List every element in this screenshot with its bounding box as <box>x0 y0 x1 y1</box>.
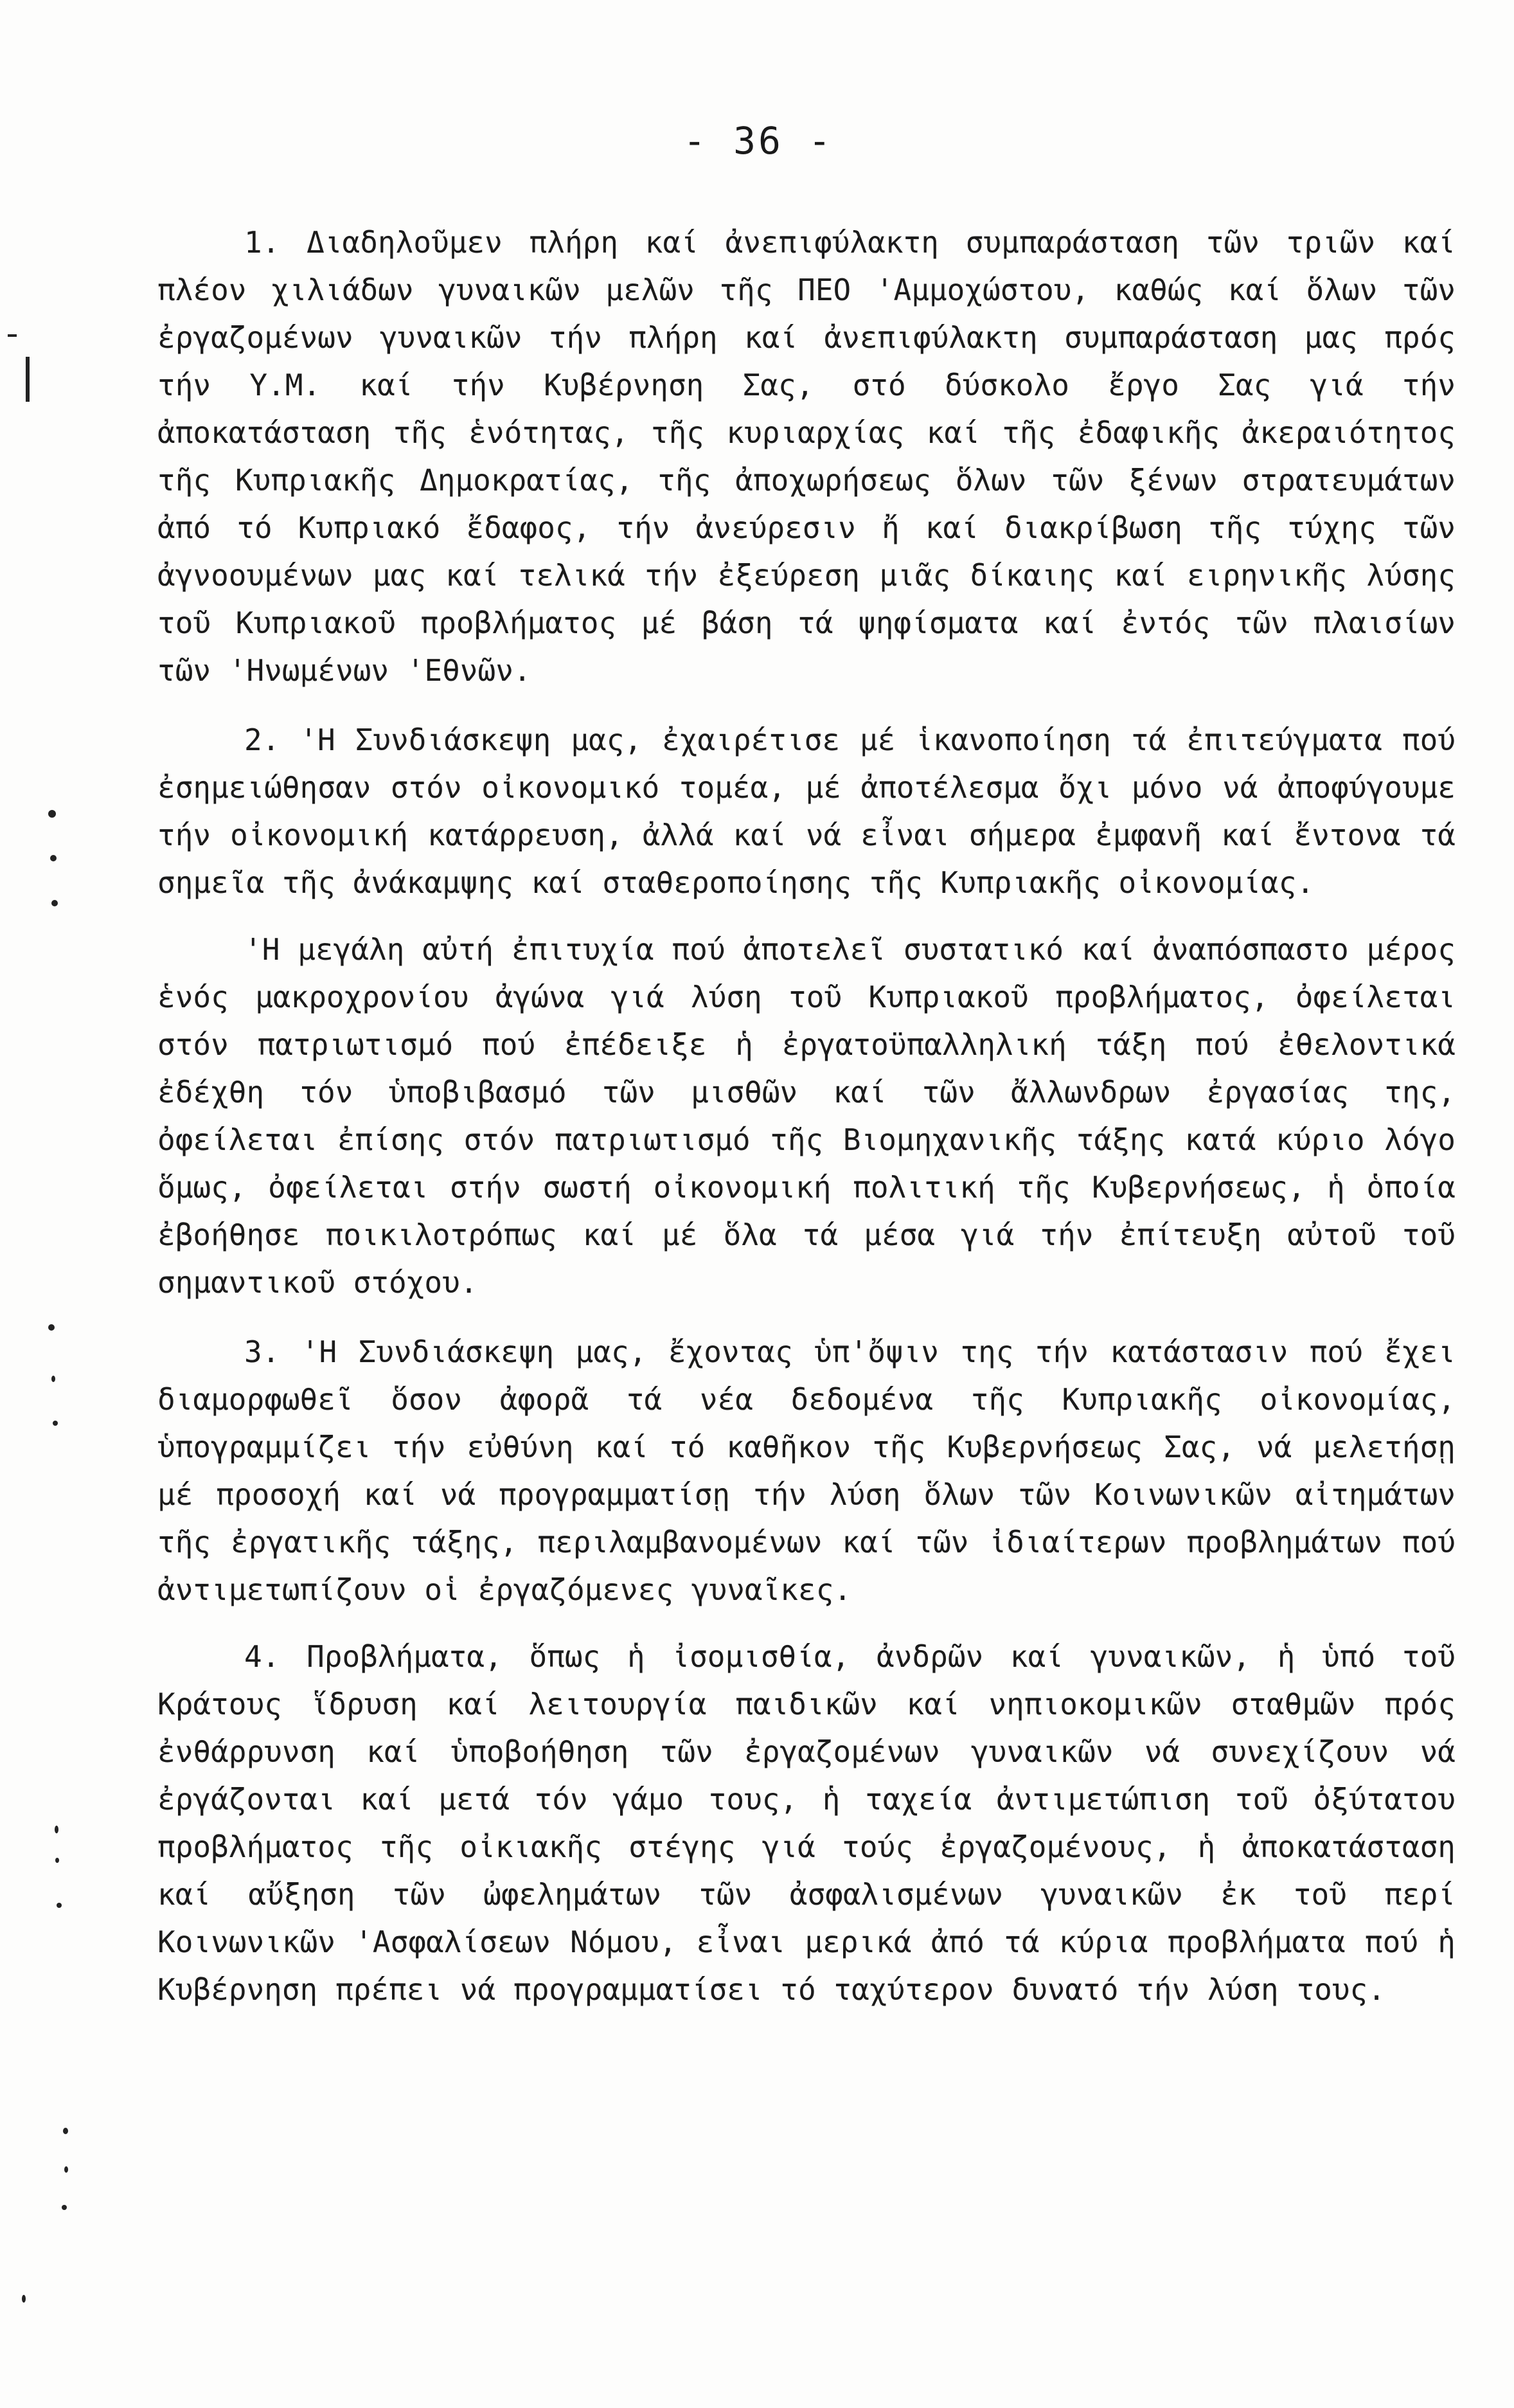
document-body <box>157 219 1456 2033</box>
margin-mark <box>22 2295 26 2303</box>
margin-mark <box>57 1903 62 1908</box>
margin-mark <box>55 1858 59 1863</box>
paragraph: 2. 'Η Συνδιάσκεψη μας, ἐχαιρέτισε μέ ἱκανοποίηση τά ἐπιτεύγματα πού ἐσημειώθησαν στόν οἰκονομικό τομέα, μέ ἀποτέλεσμα ὄχι μόνο νά ἀποφύγουμε τήν οἰκονομική κατάρρευση, ἀλλά καί νά εἶναι σήμερα ἐμφανῆ καί ἔντονα τά σημεῖα τῆς ἀνάκαμψης καί σταθεροποίησης τῆς Κυπριακῆς οἰκονομίας. <box>157 723 1456 900</box>
margin-mark <box>48 1324 55 1331</box>
margin-mark <box>55 1826 58 1833</box>
margin-mark <box>63 2128 68 2134</box>
margin-mark <box>26 357 30 402</box>
margin-mark <box>8 334 17 337</box>
paragraph: 3. 'Η Συνδιάσκεψη μας, ἔχοντας ὑπ'ὄψιν της τήν κατάστασιν πού ἔχει διαμορφωθεῖ ὅσον ἀφορᾶ τά νέα δεδομένα τῆς Κυπριακῆς οἰκονομίας, ὑπογραμμίζει τήν εὐθύνη καί τό καθῆκον τῆς Κυβερνήσεως Σας, νά μελετήσῃ μέ προσοχή καί νά προγραμματίσῃ τήν λύση ὅλων τῶν Κοινωνικῶν αἰτημάτων τῆς ἐργατικῆς τάξης, περιλαμβανομένων καί τῶν ἰδιαίτερων προβλημάτων πού ἀντιμετωπίζουν οἱ ἐργαζόμενες γυναῖκες. <box>157 1334 1456 1607</box>
margin-mark <box>51 1376 55 1382</box>
margin-mark <box>51 900 58 906</box>
margin-mark <box>62 2205 67 2210</box>
margin-mark <box>50 855 57 861</box>
paragraph: 'Η μεγάλη αὐτή ἐπιτυχία πού ἀποτελεῖ συστατικό καί ἀναπόσπαστο μέρος ἑνός μακροχρονίου ἀγώνα γιά λύση τοῦ Κυπριακοῦ προβλήματος, ὀφείλεται στόν πατριωτισμό πού ἐπέδειξε ἡ ἐργατοϋπαλληλική τάξη πού ἐθελοντικά ἐδέχθη τόν ὑποβιβασμό τῶν μισθῶν καί τῶν ἄλλωνδρων ἐργασίας της, ὀφείλεται ἐπίσης στόν πατριωτισμό τῆς Βιομηχανικῆς τάξης κατά κύριο λόγο ὅμως, ὀφείλεται στήν σωστή οἰκονομική πολιτική τῆς Κυβερνήσεως, ἡ ὁποία ἐβοήθησε ποικιλοτρόπως καί μέ ὅλα τά μέσα γιά τήν ἐπίτευξη αὐτοῦ τοῦ σημαντικοῦ στόχου. <box>157 932 1456 1300</box>
paragraph: 4. Προβλήματα, ὅπως ἡ ἰσομισθία, ἀνδρῶν καί γυναικῶν, ἡ ὑπό τοῦ Κράτους ἵδρυση καί λειτουργία παιδικῶν καί νηπιοκομικῶν σταθμῶν πρός ἐνθάρρυνση καί ὑποβοήθηση τῶν ἐργαζομένων γυναικῶν νά συνεχίζουν νά ἐργάζονται καί μετά τόν γάμο τους, ἡ ταχεία ἀντιμετώπιση τοῦ ὀξύτατου προβλήματος τῆς οἰκιακῆς στέγης γιά τούς ἐργαζομένους, ἡ ἀποκατάσταση καί αὔξηση τῶν ὠφελημάτων τῶν ἀσφαλισμένων γυναικῶν ἐκ τοῦ περί Κοινωνικῶν 'Ασφαλίσεων Νόμου, εἶναι μερικά ἀπό τά κύρια προβλήματα πού ἡ Κυβέρνηση πρέπει νά προγραμματίσει τό ταχύτερον δυνατό τήν λύση τους. <box>157 1639 1456 2007</box>
margin-mark <box>53 1421 58 1426</box>
margin-mark <box>48 810 56 818</box>
margin-mark <box>64 2166 68 2173</box>
paragraph: 1. Διαδηλοῦμεν πλήρη καί ἀνεπιφύλακτη συμπαράσταση τῶν τριῶν καί πλέον χιλιάδων γυναικῶν μελῶν τῆς ΠΕΟ 'Αμμοχώστου, καθώς καί ὅλων τῶν ἐργαζομένων γυναικῶν τήν πλήρη καί ἀνεπιφύλακτη συμπαράσταση μας πρός τήν Υ.Μ. καί τήν Κυβέρνηση Σας, στό δύσκολο ἔργο Σας γιά τήν ἀποκατάσταση τῆς ἑνότητας, τῆς κυριαρχίας καί τῆς ἐδαφικῆς ἀκεραιότητος τῆς Κυπριακῆς Δημοκρατίας, τῆς ἀποχωρήσεως ὅλων τῶν ξένων στρατευμάτων ἀπό τό Κυπριακό ἔδαφος, τήν ἀνεύρεσιν ἤ καί διακρίβωση τῆς τύχης τῶν ἀγνοουμένων μας καί τελικά τήν ἐξεύρεση μιᾶς δίκαιης καί ειρηνικῆς λύσης τοῦ Κυπριακοῦ προβλήματος μέ βάση τά ψηφίσματα καί ἐντός τῶν πλαισίων τῶν 'Ηνωμένων 'Εθνῶν. <box>157 225 1456 688</box>
page-number: - 36 - <box>683 119 833 163</box>
